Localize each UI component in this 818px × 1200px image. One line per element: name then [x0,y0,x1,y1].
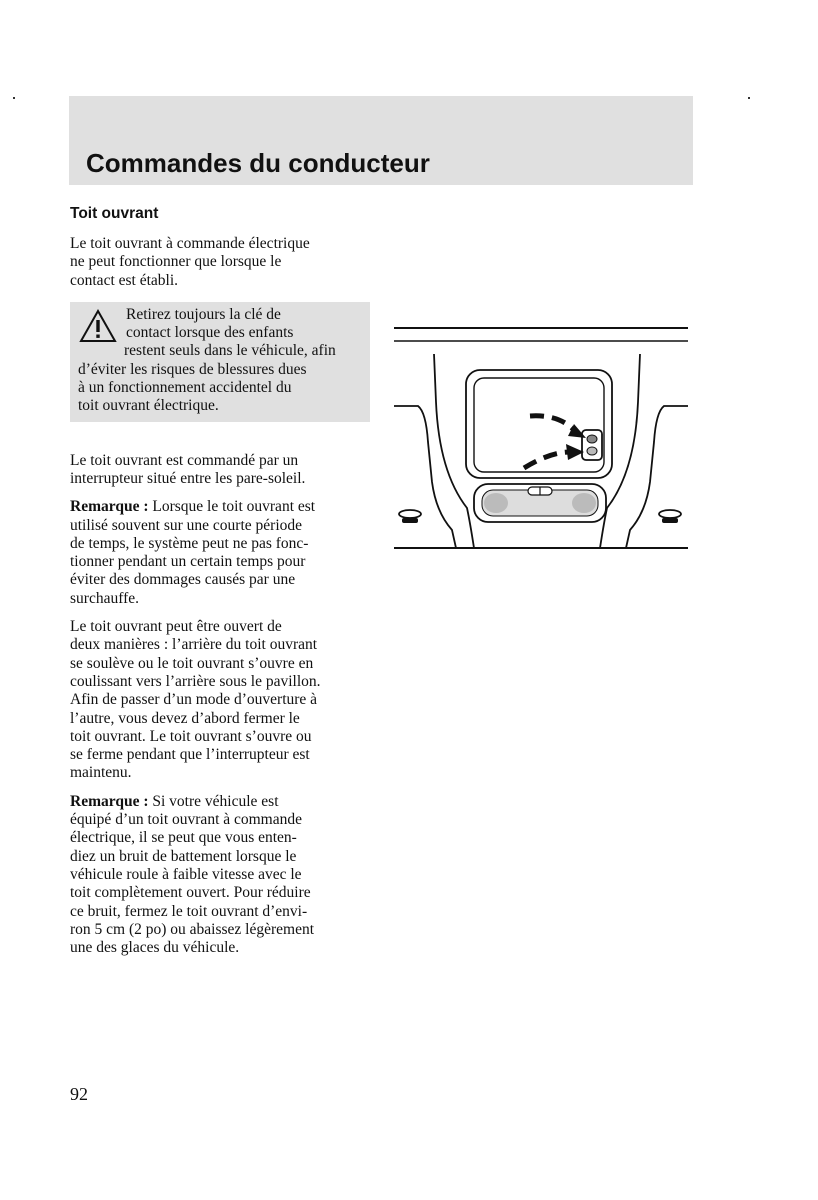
note-line: Si votre véhicule est [152,792,279,810]
warning-line: d’éviter les risques de blessures dues [78,360,307,378]
paragraph-line: coulissant vers l’arrière sous le pavillon. [70,672,321,690]
note-line: équipé d’un toit ouvrant à commande [70,811,303,829]
note-line: ce bruit, fermez le toit ouvrant d’envi- [70,902,308,920]
switch-location-paragraph [70,452,370,489]
noise-note [70,793,370,958]
sunroof-switch-icon [582,430,602,460]
note-line: tionner pendant un certain temps pour [70,553,306,571]
paragraph-line: deux manières : l’arrière du toit ouvrant [70,636,318,654]
page-number: 92 [70,1084,88,1104]
note-label: Remarque : [70,498,149,516]
left-visor-clip [399,510,421,523]
paragraph-line: Le toit ouvrant peut être ouvert de [70,618,282,636]
warning-box [70,302,370,422]
left-sun-visor [394,406,456,548]
section-title: Toit ouvrant [70,205,159,222]
warning-triangle-icon [78,308,118,344]
note-line: de temps, le système peut ne pas fonc- [70,534,309,552]
note-line: ron 5 cm (2 po) ou abaissez légèrement [70,920,315,938]
intro-paragraph [70,235,370,290]
note-line: éviter des dommages causés par une [70,571,296,589]
intro-line: Le toit ouvrant à commande électrique [70,235,310,252]
note-first-line [70,793,370,811]
crop-mark-right [748,97,750,99]
note-line: électrique, il se peut que vous enten- [70,829,297,847]
note-label: Remarque : [70,792,149,810]
note-line: utilisé souvent sur une courte période [70,516,303,534]
warning-line: à un fonctionnement accidentel du [78,379,292,397]
paragraph-line: interrupteur situé entre les pare-soleil. [70,469,306,487]
chapter-title: Commandes du conducteur [86,148,430,178]
main-text-column [70,204,370,967]
sunroof-switch-illustration [392,322,692,552]
note-line: une des glaces du véhicule. [70,939,240,957]
warning-line: contact lorsque des enfants [126,324,294,342]
intro-line: ne peut fonctionner que lorsque le [70,253,282,271]
note-line: véhicule roule à faible vitesse avec le [70,865,302,883]
note-line: surchauffe. [70,589,140,607]
paragraph-line: Afin de passer d’un mode d’ouverture à [70,691,318,709]
warning-line: Retirez toujours la clé de [126,305,281,323]
intro-line: contact est établi. [70,271,179,289]
note-line: diez un bruit de battement lorsque le [70,847,297,865]
paragraph-line: l’autre, vous devez d’abord fermer le [70,709,300,727]
paragraph-line: toit ouvrant. Le toit ouvrant s’ouvre ou [70,727,312,745]
opening-modes-paragraph [70,618,370,783]
map-light-icon [474,484,606,522]
warning-line: restent seuls dans le véhicule, afin [124,342,336,360]
paragraph-line: se soulève ou le toit ouvrant s’ouvre en [70,654,314,672]
note-first-line [70,498,370,516]
chapter-header [69,96,693,185]
paragraph-line: Le toit ouvrant est commandé par un [70,451,299,469]
crop-mark-left [13,97,15,99]
note-line: toit complètement ouvert. Pour réduire [70,884,311,902]
right-visor-clip [659,510,681,523]
overheat-note [70,498,370,608]
paragraph-line: maintenu. [70,764,132,782]
warning-line: toit ouvrant électrique. [78,397,219,415]
paragraph-line: se ferme pendant que l’interrupteur est [70,746,310,764]
note-line: Lorsque le toit ouvrant est [152,498,316,516]
